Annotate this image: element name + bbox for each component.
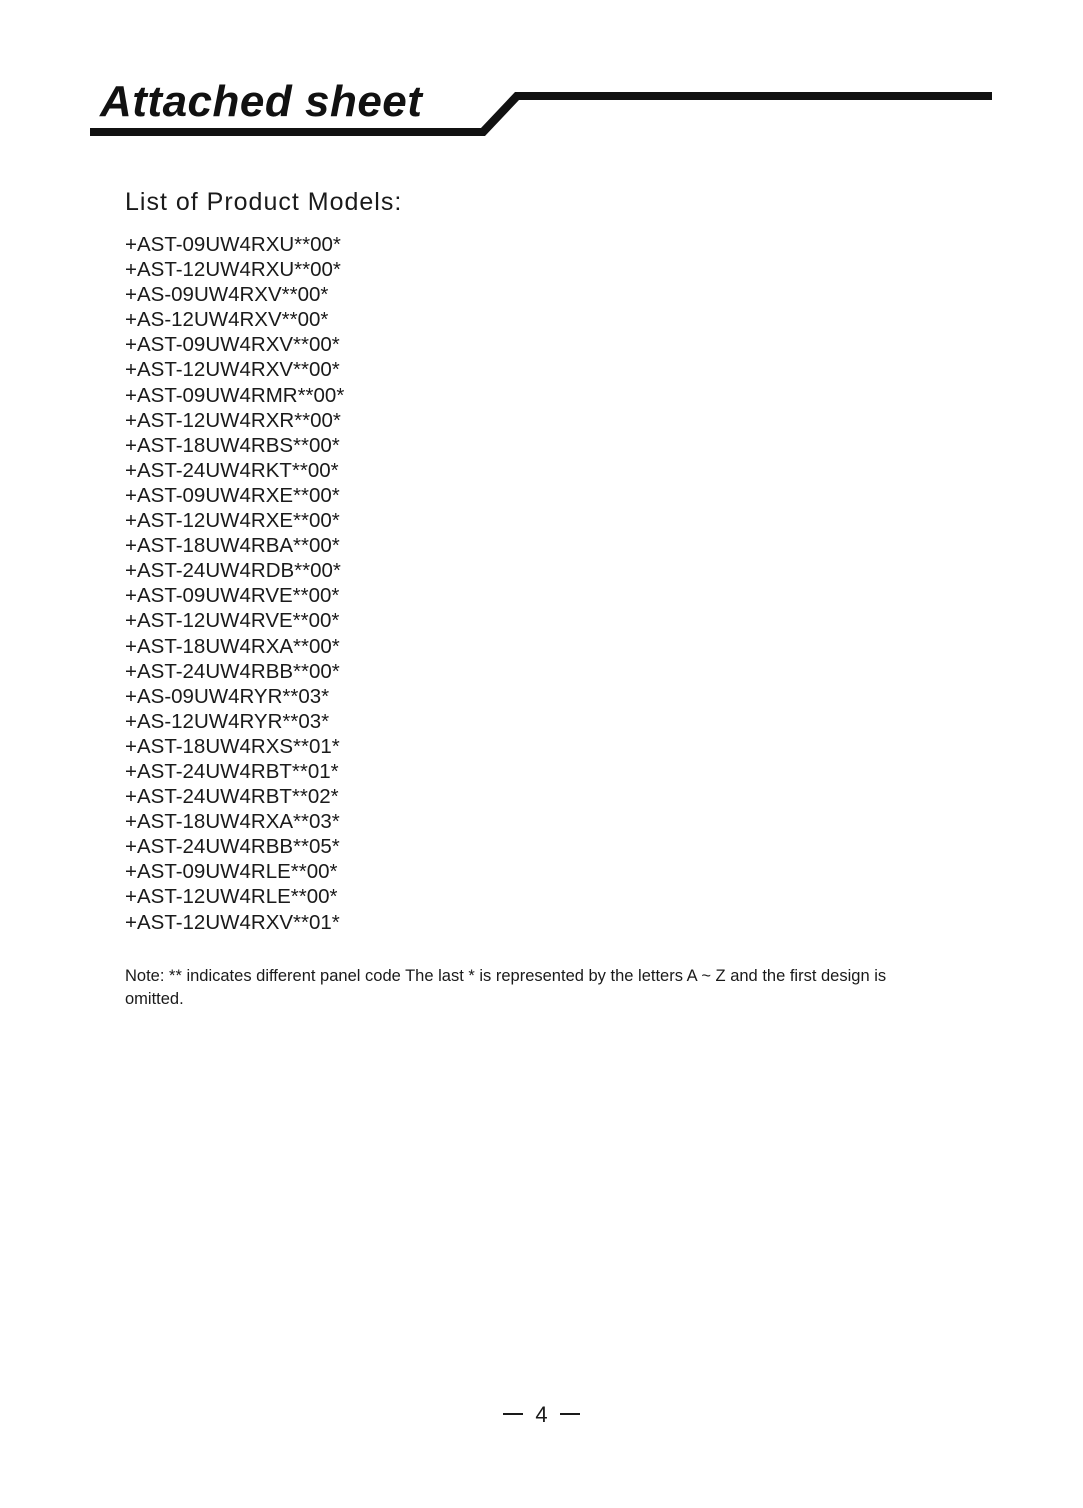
model-list-item: +AST-09UW4RXE**00*: [125, 483, 340, 507]
model-list-item: +AST-24UW4RBT**01*: [125, 759, 339, 783]
section-heading: List of Product Models:: [125, 188, 403, 216]
model-list-item: +AST-12UW4RXU**00*: [125, 258, 341, 282]
model-list-item: +AST-09UW4RXV**00*: [125, 333, 340, 357]
model-list-item: +AST-12UW4RXE**00*: [125, 509, 340, 533]
model-list-item: +AST-09UW4RXU**00*: [125, 233, 341, 256]
model-list-item: +AST-12UW4RLE**00*: [125, 885, 338, 909]
model-list-item: +AST-18UW4RBS**00*: [125, 433, 340, 457]
model-list-item: +AST-24UW4RDB**00*: [125, 559, 341, 583]
model-list-item: +AST-24UW4RBT**02*: [125, 785, 339, 809]
model-list-item: +AS-09UW4RXV**00*: [125, 283, 329, 307]
model-list-item: +AST-12UW4RVE**00*: [125, 609, 340, 633]
model-list-item: +AS-09UW4RYR**03*: [125, 684, 330, 708]
model-list-item: +AST-12UW4RXV**00*: [125, 358, 340, 382]
model-list-item: +AST-18UW4RXS**01*: [125, 734, 340, 758]
model-list-item: +AST-24UW4RKT**00*: [125, 458, 339, 482]
model-list-item: +AST-18UW4RXA**00*: [125, 634, 340, 658]
model-list-item: +AS-12UW4RYR**03*: [125, 709, 330, 733]
model-list-item: +AST-09UW4RLE**00*: [125, 860, 338, 884]
model-list-item: +AST-09UW4RVE**00*: [125, 584, 340, 608]
model-list-item: +AST-18UW4RXA**03*: [125, 810, 340, 834]
model-list-item: +AST-09UW4RMR**00*: [125, 383, 345, 407]
model-list-item: +AS-12UW4RXV**00*: [125, 308, 329, 332]
page-number-dash-left: [503, 1413, 523, 1415]
page-number: 4: [535, 1402, 548, 1427]
model-list-item: +AST-12UW4RXV**01*: [125, 910, 340, 934]
model-list-item: +AST-12UW4RXR**00*: [125, 408, 341, 432]
page-footer: [0, 1400, 1083, 1430]
note-text: Note: ** indicates different panel code The last * is represented by the letters A ~ Z and the first design is omitted.: [125, 967, 887, 1008]
product-model-list: [125, 232, 344, 935]
model-list-item: +AST-24UW4RBB**00*: [125, 659, 340, 683]
model-list-item: +AST-24UW4RBB**05*: [125, 835, 340, 859]
model-list-item: +AST-18UW4RBA**00*: [125, 534, 340, 558]
page-title: Attached sheet: [100, 77, 423, 126]
page-number-dash-right: [560, 1413, 580, 1415]
